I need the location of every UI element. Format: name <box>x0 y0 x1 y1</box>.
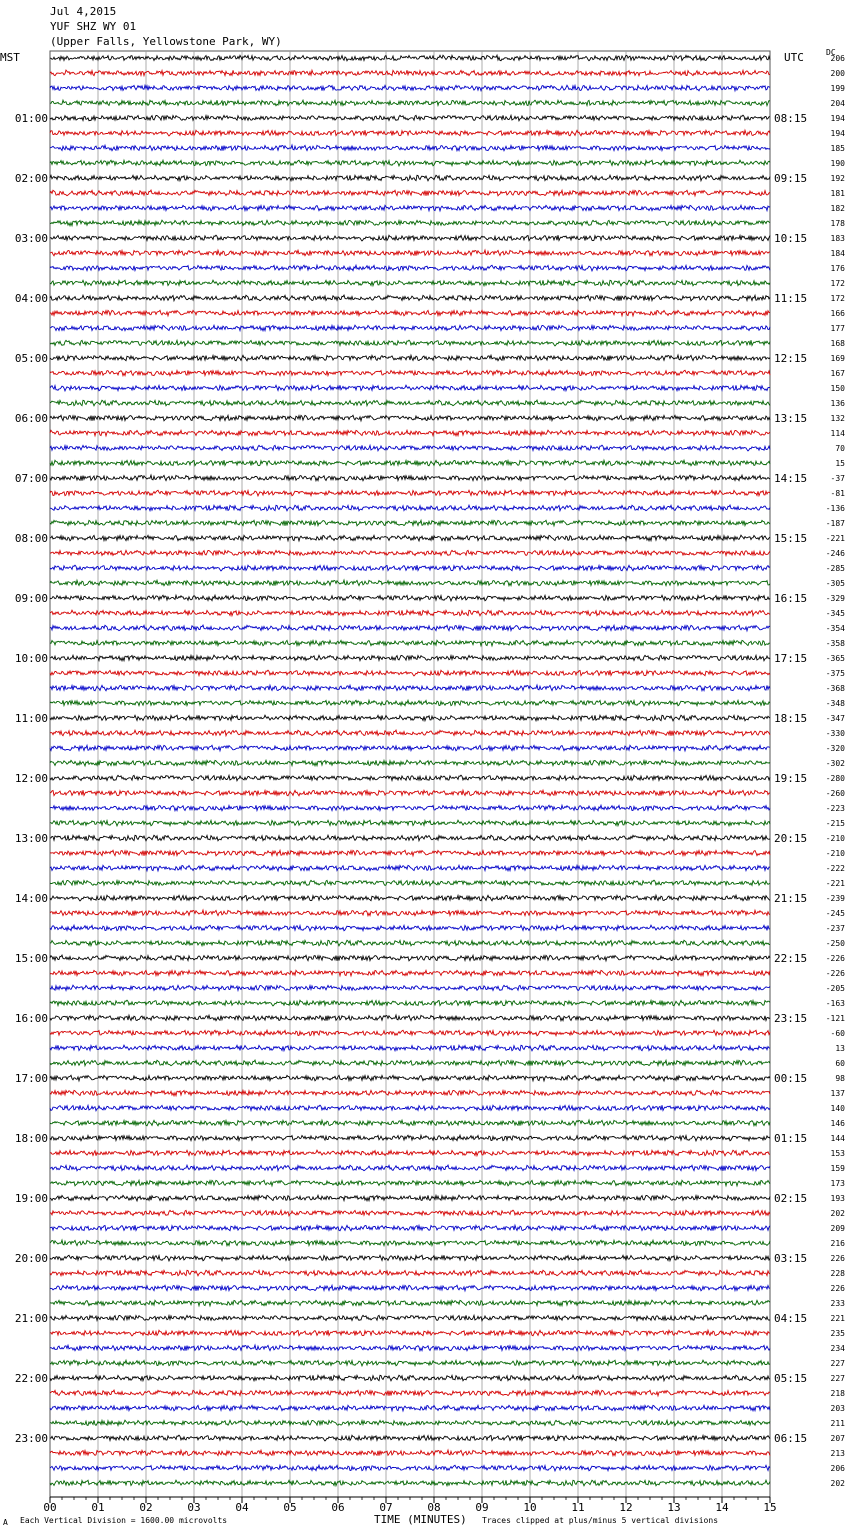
dc-offset-label: 213 <box>830 1449 845 1458</box>
dc-offset-label: 168 <box>830 339 845 348</box>
dc-offset-label: -210 <box>825 834 845 843</box>
left-hour-label: 07:00 <box>14 472 48 485</box>
trace-line <box>50 820 770 826</box>
dc-offset-label: 234 <box>830 1344 845 1353</box>
dc-offset-label: -221 <box>825 879 845 888</box>
dc-offset-label: -223 <box>825 804 845 813</box>
x-tick-label: 04 <box>235 1501 249 1514</box>
trace-line <box>50 1450 770 1456</box>
dc-offset-label: 228 <box>830 1269 845 1278</box>
dc-offset-label: 137 <box>830 1089 845 1098</box>
trace-line <box>50 595 770 601</box>
dc-offset-label: 204 <box>830 99 845 108</box>
dc-offset-label: 178 <box>830 219 845 228</box>
trace-line <box>50 550 770 555</box>
trace-line <box>50 1195 770 1201</box>
trace-line <box>50 1315 770 1321</box>
dc-offset-label: -329 <box>825 594 845 603</box>
scale-mark: A <box>3 1518 8 1527</box>
x-tick-label: 13 <box>667 1501 681 1514</box>
right-zone-label: UTC <box>784 51 804 64</box>
x-tick-label: 06 <box>331 1501 345 1514</box>
x-tick-label: 10 <box>523 1501 537 1514</box>
right-hour-label: 04:15 <box>774 1312 808 1325</box>
dc-offset-label: 182 <box>830 204 845 213</box>
trace-line <box>50 1105 770 1111</box>
dc-offset-label: 177 <box>830 324 845 333</box>
left-hour-label: 05:00 <box>14 352 48 365</box>
trace-line <box>50 955 770 961</box>
right-hour-label: 16:15 <box>774 592 808 605</box>
dc-offset-label: 183 <box>830 234 845 243</box>
trace-line <box>50 1255 770 1261</box>
dc-offset-label: -226 <box>825 954 845 963</box>
dc-offset-label: -305 <box>825 579 845 588</box>
dc-offset-label: 173 <box>830 1179 845 1188</box>
trace-line <box>50 1480 770 1486</box>
dc-offset-label: 150 <box>830 384 845 393</box>
right-hour-label: 19:15 <box>774 772 808 785</box>
clip-note: Traces clipped at plus/minus 5 vertical divisions <box>482 1516 719 1525</box>
dc-offset-label: 159 <box>830 1164 845 1173</box>
trace-line <box>50 1435 770 1441</box>
dc-offset-label: 203 <box>830 1404 845 1413</box>
trace-line <box>50 1090 770 1096</box>
dc-offset-label: -358 <box>825 639 845 648</box>
trace-line <box>50 655 770 661</box>
dc-offset-label: 227 <box>830 1374 845 1383</box>
trace-line <box>50 415 770 421</box>
dc-offset-label: -320 <box>825 744 845 753</box>
dc-offset-label: 136 <box>830 399 845 408</box>
left-hour-label: 08:00 <box>14 532 48 545</box>
dc-offset-label: 144 <box>830 1134 845 1143</box>
trace-line <box>50 115 770 121</box>
trace-line <box>50 400 770 406</box>
trace-line <box>50 715 770 721</box>
trace-line <box>50 445 770 451</box>
right-hour-label: 14:15 <box>774 472 808 485</box>
trace-line <box>50 70 770 76</box>
trace-line <box>50 1330 770 1336</box>
trace-line <box>50 1210 770 1216</box>
left-hour-label: 14:00 <box>14 892 48 905</box>
right-hour-label: 12:15 <box>774 352 808 365</box>
right-hour-label: 00:15 <box>774 1072 808 1085</box>
trace-line <box>50 370 770 375</box>
trace-line <box>50 520 770 526</box>
x-tick-label: 08 <box>427 1501 441 1514</box>
trace-line <box>50 130 770 136</box>
dc-offset-label: 98 <box>835 1074 845 1083</box>
dc-offset-label: 199 <box>830 84 845 93</box>
dc-offset-label: 60 <box>835 1059 845 1068</box>
dc-offset-label: 235 <box>830 1329 845 1338</box>
trace-line <box>50 535 770 541</box>
right-hour-label: 11:15 <box>774 292 808 305</box>
trace-line <box>50 1345 770 1351</box>
dc-offset-label: -215 <box>825 819 845 828</box>
trace-line <box>50 1270 770 1276</box>
trace-line <box>50 175 770 181</box>
right-hour-label: 08:15 <box>774 112 808 125</box>
left-hour-label: 21:00 <box>14 1312 48 1325</box>
dc-offset-label: -237 <box>825 924 845 933</box>
dc-offset-label: 185 <box>830 144 845 153</box>
trace-line <box>50 430 770 436</box>
dc-offset-label: 13 <box>835 1044 845 1053</box>
dc-offset-label: 169 <box>830 354 845 363</box>
trace-line <box>50 1120 770 1126</box>
dc-offset-label: -121 <box>825 1014 845 1023</box>
trace-line <box>50 1360 770 1366</box>
dc-offset-label: 166 <box>830 309 845 318</box>
dc-offset-label: 172 <box>830 294 845 303</box>
trace-line <box>50 325 770 331</box>
x-tick-label: 11 <box>571 1501 585 1514</box>
dc-offset-label: 206 <box>830 1464 845 1473</box>
trace-line <box>50 310 770 316</box>
dc-offset-label: -222 <box>825 864 845 873</box>
dc-offset-label: -250 <box>825 939 845 948</box>
left-hour-label: 01:00 <box>14 112 48 125</box>
trace-line <box>50 1150 770 1156</box>
dc-label: DC <box>826 48 836 57</box>
left-hour-label: 13:00 <box>14 832 48 845</box>
dc-offset-label: 114 <box>830 429 845 438</box>
dc-offset-label: -375 <box>825 669 845 678</box>
trace-line <box>50 160 770 166</box>
dc-offset-label: 146 <box>830 1119 845 1128</box>
dc-offset-label: -210 <box>825 849 845 858</box>
dc-offset-label: -368 <box>825 684 845 693</box>
trace-line <box>50 940 770 946</box>
trace-line <box>50 145 770 151</box>
trace-line <box>50 805 770 810</box>
scale-note: Each Vertical Division = 1600.00 microvolts <box>20 1516 228 1525</box>
dc-offset-label: 192 <box>830 174 845 183</box>
trace-line <box>50 85 770 91</box>
right-hour-label: 15:15 <box>774 532 808 545</box>
left-hour-label: 15:00 <box>14 952 48 965</box>
dc-offset-label: -280 <box>825 774 845 783</box>
trace-line <box>50 505 770 511</box>
dc-offset-label: -330 <box>825 729 845 738</box>
left-hour-label: 04:00 <box>14 292 48 305</box>
trace-line <box>50 1180 770 1186</box>
trace-line <box>50 1300 770 1306</box>
dc-offset-label: 70 <box>835 444 845 453</box>
trace-line <box>50 580 770 586</box>
dc-offset-label: -37 <box>830 474 845 483</box>
dc-offset-label: -246 <box>825 549 845 558</box>
left-hour-label: 18:00 <box>14 1132 48 1145</box>
trace-line <box>50 190 770 196</box>
trace-line <box>50 730 770 736</box>
trace-line <box>50 1165 770 1171</box>
dc-offset-label: 132 <box>830 414 845 423</box>
trace-line <box>50 1060 770 1066</box>
trace-line <box>50 100 770 106</box>
trace-line <box>50 1240 770 1246</box>
dc-offset-label: -205 <box>825 984 845 993</box>
dc-offset-label: 233 <box>830 1299 845 1308</box>
dc-offset-label: 226 <box>830 1284 845 1293</box>
trace-line <box>50 1390 770 1396</box>
trace-line <box>50 55 770 61</box>
dc-offset-label: -81 <box>830 489 845 498</box>
dc-offset-label: -239 <box>825 894 845 903</box>
header-station: YUF SHZ WY 01 <box>50 20 137 33</box>
left-hour-label: 03:00 <box>14 232 48 245</box>
trace-line <box>50 1465 770 1471</box>
trace-line <box>50 220 770 226</box>
trace-line <box>50 1225 770 1231</box>
left-hour-label: 02:00 <box>14 172 48 185</box>
header-location: (Upper Falls, Yellowstone Park, WY) <box>50 35 282 48</box>
trace-line <box>50 1000 770 1006</box>
dc-offset-label: -226 <box>825 969 845 978</box>
left-hour-label: 23:00 <box>14 1432 48 1445</box>
left-hour-label: 10:00 <box>14 652 48 665</box>
left-hour-label: 16:00 <box>14 1012 48 1025</box>
dc-offset-label: 181 <box>830 189 845 198</box>
trace-line <box>50 1375 770 1381</box>
dc-offset-label: -60 <box>830 1029 845 1038</box>
right-hour-label: 23:15 <box>774 1012 808 1025</box>
trace-line <box>50 490 770 496</box>
dc-offset-label: 190 <box>830 159 845 168</box>
dc-offset-label: 176 <box>830 264 845 273</box>
trace-line <box>50 625 770 631</box>
dc-offset-label: -365 <box>825 654 845 663</box>
left-hour-label: 12:00 <box>14 772 48 785</box>
trace-line <box>50 1405 770 1411</box>
dc-offset-label: 193 <box>830 1194 845 1203</box>
trace-line <box>50 865 770 871</box>
dc-offset-label: 209 <box>830 1224 845 1233</box>
trace-line <box>50 640 770 646</box>
trace-line <box>50 790 770 796</box>
dc-offset-label: 200 <box>830 69 845 78</box>
x-tick-label: 01 <box>91 1501 105 1514</box>
dc-offset-label: -136 <box>825 504 845 513</box>
trace-line <box>50 985 770 991</box>
dc-offset-label: -285 <box>825 564 845 573</box>
right-hour-label: 03:15 <box>774 1252 808 1265</box>
dc-offset-label: -260 <box>825 789 845 798</box>
left-hour-label: 09:00 <box>14 592 48 605</box>
left-hour-label: 19:00 <box>14 1192 48 1205</box>
dc-offset-label: 207 <box>830 1434 845 1443</box>
right-hour-label: 22:15 <box>774 952 808 965</box>
trace-line <box>50 1015 770 1021</box>
dc-offset-label: -221 <box>825 534 845 543</box>
trace-line <box>50 385 770 391</box>
dc-offset-label: 15 <box>835 459 845 468</box>
x-tick-label: 14 <box>715 1501 729 1514</box>
left-zone-label: MST <box>0 51 20 64</box>
trace-line <box>50 1045 770 1051</box>
dc-offset-label: -345 <box>825 609 845 618</box>
right-hour-label: 01:15 <box>774 1132 808 1145</box>
right-hour-label: 21:15 <box>774 892 808 905</box>
right-hour-label: 09:15 <box>774 172 808 185</box>
dc-offset-label: -302 <box>825 759 845 768</box>
trace-line <box>50 880 770 886</box>
dc-offset-label: 202 <box>830 1209 845 1218</box>
right-hour-label: 13:15 <box>774 412 808 425</box>
x-tick-label: 00 <box>43 1501 57 1514</box>
right-hour-label: 20:15 <box>774 832 808 845</box>
dc-offset-label: 194 <box>830 129 845 138</box>
dc-offset-label: 218 <box>830 1389 845 1398</box>
dc-offset-label: 221 <box>830 1314 845 1323</box>
right-hour-label: 18:15 <box>774 712 808 725</box>
dc-offset-label: -347 <box>825 714 845 723</box>
left-hour-label: 17:00 <box>14 1072 48 1085</box>
dc-offset-label: 216 <box>830 1239 845 1248</box>
trace-line <box>50 565 770 571</box>
left-hour-label: 22:00 <box>14 1372 48 1385</box>
trace-line <box>50 295 770 301</box>
right-hour-label: 06:15 <box>774 1432 808 1445</box>
dc-offset-label: 153 <box>830 1149 845 1158</box>
trace-line <box>50 460 770 466</box>
dc-offset-label: 140 <box>830 1104 845 1113</box>
dc-offset-label: 227 <box>830 1359 845 1368</box>
dc-offset-label: 206 <box>830 54 845 63</box>
x-tick-label: 15 <box>763 1501 777 1514</box>
x-tick-label: 07 <box>379 1501 393 1514</box>
dc-offset-label: -187 <box>825 519 845 528</box>
trace-line <box>50 835 770 841</box>
right-hour-label: 17:15 <box>774 652 808 665</box>
right-hour-label: 05:15 <box>774 1372 808 1385</box>
trace-line <box>50 1135 770 1141</box>
left-hour-label: 20:00 <box>14 1252 48 1265</box>
trace-line <box>50 925 770 931</box>
trace-line <box>50 1030 770 1036</box>
trace-line <box>50 610 770 616</box>
dc-offset-label: 184 <box>830 249 845 258</box>
right-hour-label: 02:15 <box>774 1192 808 1205</box>
dc-offset-label: 194 <box>830 114 845 123</box>
trace-line <box>50 280 770 286</box>
trace-line <box>50 910 770 916</box>
trace-line <box>50 895 770 901</box>
trace-line <box>50 760 770 766</box>
dc-offset-label: -348 <box>825 699 845 708</box>
trace-line <box>50 670 770 676</box>
dc-offset-label: 172 <box>830 279 845 288</box>
trace-line <box>50 745 770 751</box>
trace-line <box>50 265 770 271</box>
x-tick-label: 12 <box>619 1501 633 1514</box>
dc-offset-label: -163 <box>825 999 845 1008</box>
dc-offset-label: 226 <box>830 1254 845 1263</box>
trace-line <box>50 205 770 211</box>
header-date: Jul 4,2015 <box>50 5 117 18</box>
left-hour-label: 11:00 <box>14 712 48 725</box>
dc-offset-label: -354 <box>825 624 845 633</box>
trace-line <box>50 355 770 361</box>
trace-line <box>50 235 770 241</box>
right-hour-label: 10:15 <box>774 232 808 245</box>
trace-line <box>50 850 770 856</box>
trace-line <box>50 685 770 691</box>
trace-line <box>50 1285 770 1291</box>
x-axis-label: TIME (MINUTES) <box>374 1513 467 1526</box>
x-tick-label: 03 <box>187 1501 201 1514</box>
dc-offset-label: 211 <box>830 1419 845 1428</box>
trace-line <box>50 1075 770 1081</box>
trace-line <box>50 340 770 346</box>
trace-line <box>50 970 770 976</box>
x-tick-label: 09 <box>475 1501 489 1514</box>
trace-line <box>50 475 770 481</box>
trace-line <box>50 1420 770 1426</box>
left-hour-label: 06:00 <box>14 412 48 425</box>
trace-line <box>50 250 770 256</box>
trace-line <box>50 775 770 781</box>
dc-offset-label: 202 <box>830 1479 845 1488</box>
trace-line <box>50 700 770 706</box>
x-tick-label: 05 <box>283 1501 297 1514</box>
dc-offset-label: -245 <box>825 909 845 918</box>
x-tick-label: 02 <box>139 1501 153 1514</box>
dc-offset-label: 167 <box>830 369 845 378</box>
